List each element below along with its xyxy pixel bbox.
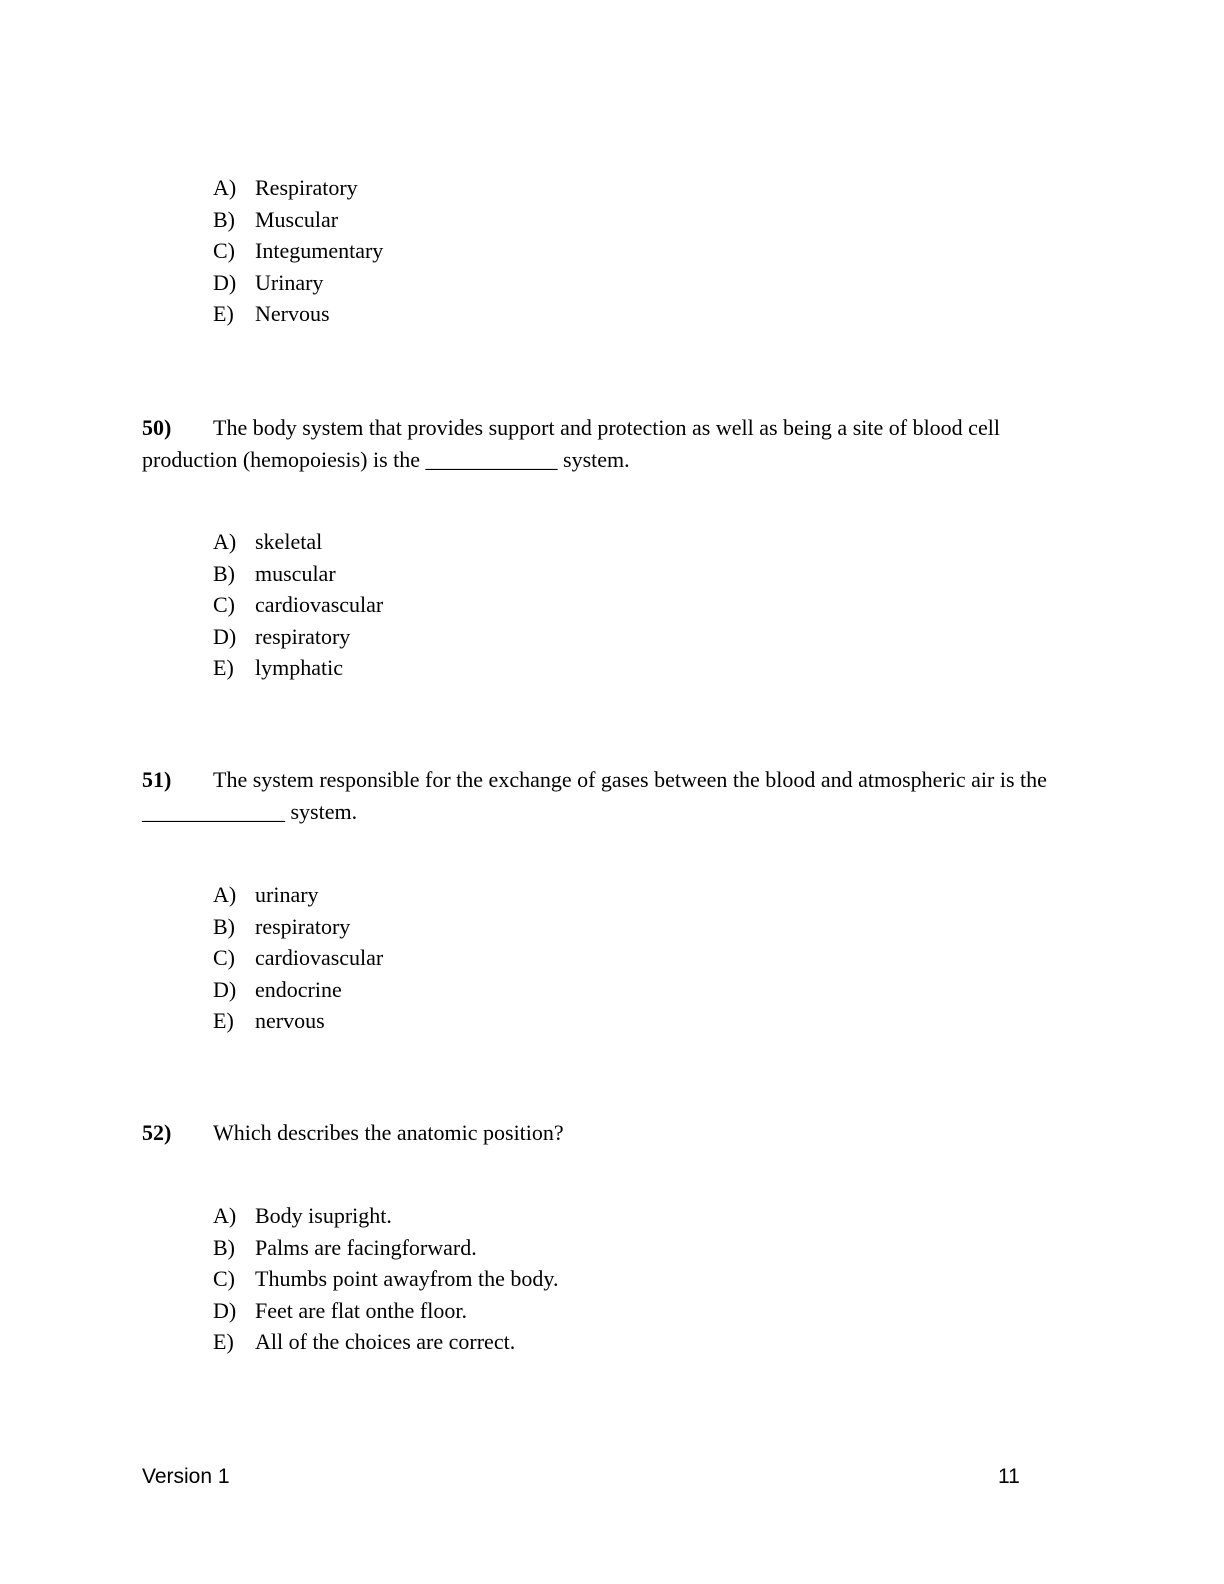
choice-text: endocrine <box>255 976 342 1002</box>
choice-item <box>213 911 383 943</box>
choice-letter: C) <box>213 592 235 617</box>
choice-letter: E) <box>213 655 234 680</box>
choice-item <box>213 974 383 1006</box>
choice-item <box>213 1263 558 1295</box>
choice-item <box>213 942 383 974</box>
question-50 <box>142 412 1077 475</box>
choice-text: Integumentary <box>255 238 384 263</box>
choice-letter: E) <box>213 1329 234 1354</box>
choice-text: All of the choices are correct. <box>255 1329 516 1354</box>
choice-text: Body isupright. <box>255 1203 392 1228</box>
choice-text: urinary <box>255 882 319 907</box>
choice-letter: C) <box>213 945 235 970</box>
choice-text: muscular <box>255 560 336 586</box>
choice-text: respiratory <box>255 623 351 649</box>
choice-item <box>213 204 383 236</box>
choice-item <box>213 652 383 684</box>
choice-letter: B) <box>213 913 235 939</box>
choice-item <box>213 526 383 558</box>
question-52-choice-list <box>213 1200 558 1358</box>
choice-text: skeletal <box>255 529 323 554</box>
choice-letter: E) <box>213 1008 234 1033</box>
choice-text: Urinary <box>255 269 324 295</box>
choice-text: cardiovascular <box>255 945 384 970</box>
footer-page-number: 11 <box>998 1465 1020 1488</box>
choice-text: Respiratory <box>255 175 358 200</box>
choice-letter: D) <box>213 1297 237 1323</box>
choice-text: Muscular <box>255 206 339 232</box>
choice-item <box>213 879 383 911</box>
choice-letter: C) <box>213 238 235 263</box>
choice-item <box>213 621 383 653</box>
choice-text: Palms are facingforward. <box>255 1234 477 1260</box>
choice-letter: D) <box>213 623 237 649</box>
choice-letter: C) <box>213 1266 235 1291</box>
choice-text: Nervous <box>255 301 330 326</box>
choice-text: cardiovascular <box>255 592 384 617</box>
choice-item <box>213 1232 558 1264</box>
question-text: Which describes the anatomic position? <box>213 1120 564 1145</box>
choice-item <box>213 558 383 590</box>
choice-item <box>213 172 383 204</box>
question-50-choice-list <box>213 526 383 684</box>
carryover-choice-list <box>213 172 383 330</box>
choice-letter: A) <box>213 882 237 907</box>
choice-letter: D) <box>213 269 237 295</box>
choice-letter: A) <box>213 175 237 200</box>
choice-item <box>213 1295 558 1327</box>
choice-letter: E) <box>213 301 234 326</box>
question-52 <box>142 1117 1077 1149</box>
choice-text: Thumbs point awayfrom the body. <box>255 1266 559 1291</box>
choice-letter: A) <box>213 1203 237 1228</box>
choice-item <box>213 1005 383 1037</box>
choice-item <box>213 298 383 330</box>
choice-letter: B) <box>213 206 235 232</box>
choice-item <box>213 1326 558 1358</box>
choice-text: respiratory <box>255 913 351 939</box>
question-text: The system responsible for the exchange of gases between the blood and atmospheric air is the _____________ system. <box>142 767 1047 824</box>
question-number: 50) <box>142 415 172 440</box>
choice-item <box>213 1200 558 1232</box>
choice-text: lymphatic <box>255 655 343 680</box>
choice-letter: B) <box>213 560 235 586</box>
choice-letter: B) <box>213 1234 235 1260</box>
choice-letter: A) <box>213 529 237 554</box>
footer-version: Version 1 <box>142 1465 230 1488</box>
choice-item <box>213 589 383 621</box>
choice-text: Feet are flat onthe floor. <box>255 1297 467 1323</box>
choice-item <box>213 235 383 267</box>
question-number: 51) <box>142 767 172 792</box>
choice-item <box>213 267 383 299</box>
question-51-choice-list <box>213 879 383 1037</box>
question-51 <box>142 764 1077 827</box>
choice-letter: D) <box>213 976 237 1002</box>
question-number: 52) <box>142 1120 172 1145</box>
question-text: The body system that provides support and protection as well as being a site of blood cell production (hemopoiesis) is the ____________ system. <box>142 415 1000 472</box>
choice-text: nervous <box>255 1008 325 1033</box>
